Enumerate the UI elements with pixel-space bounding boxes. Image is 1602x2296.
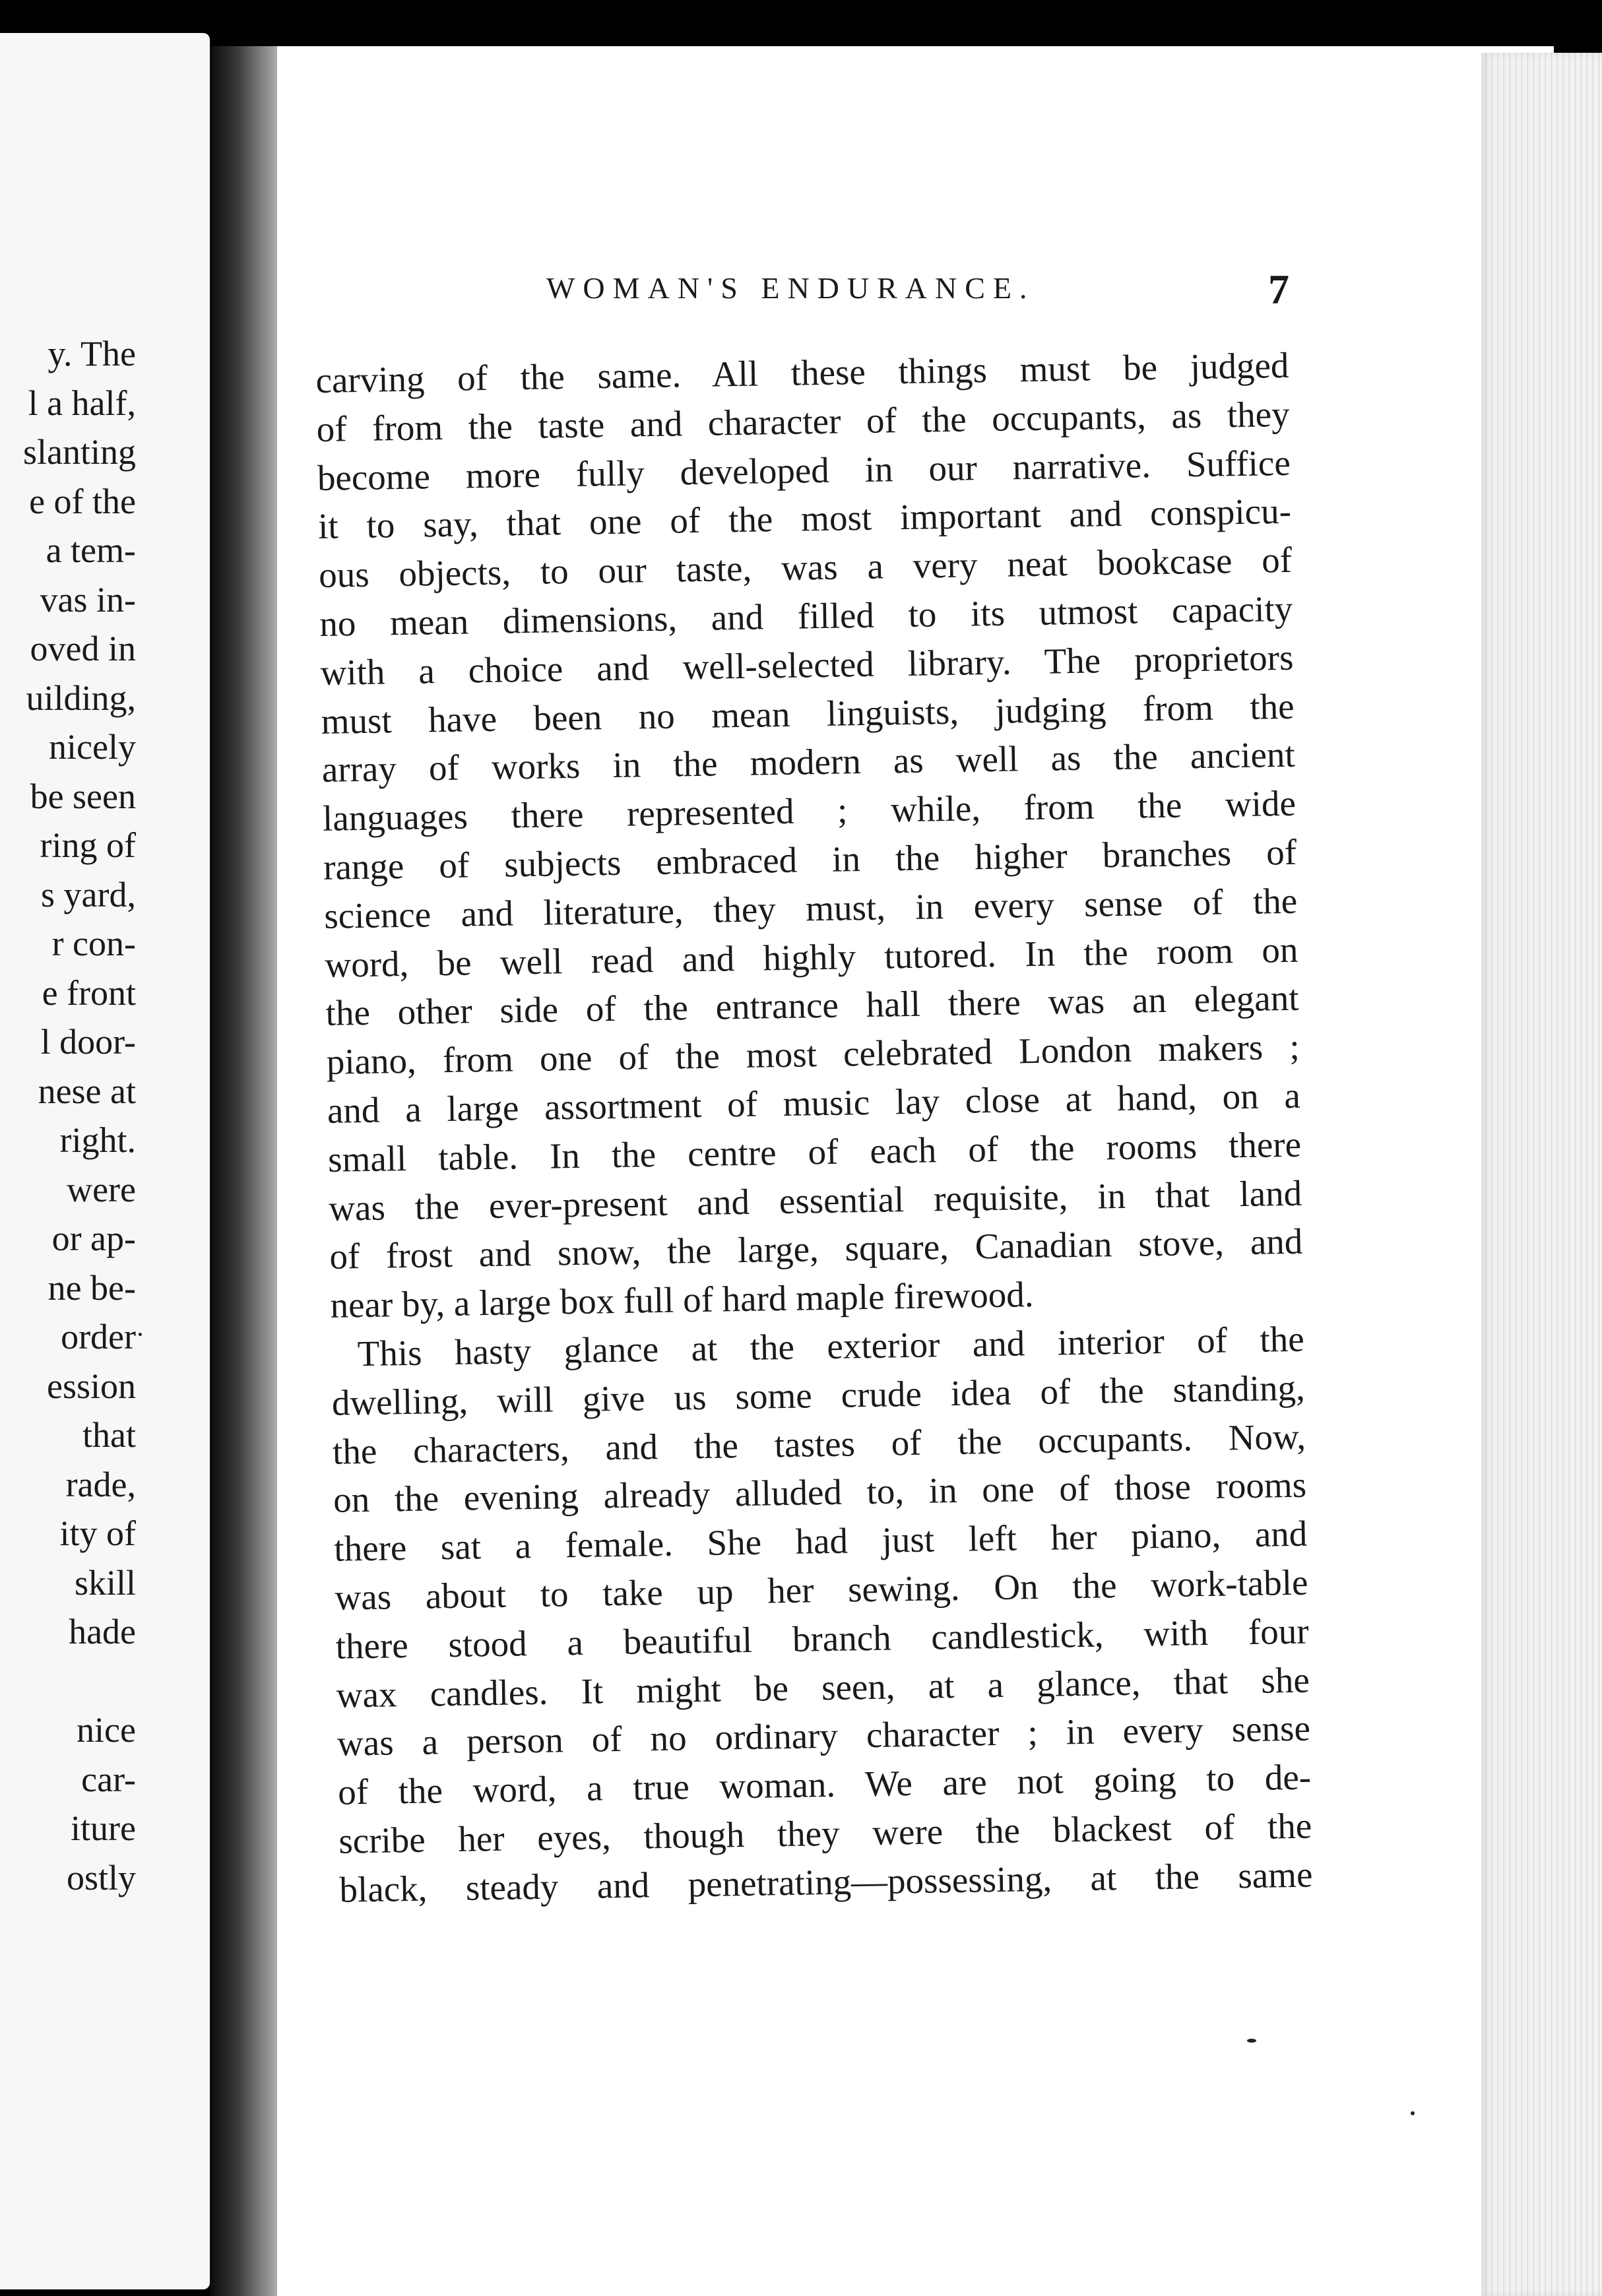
text-line: black, steady and penetrating—possessing, at the same	[339, 1854, 1313, 1910]
left-page-fragment: slanting	[23, 432, 136, 472]
text-line: dwelling, will give us some crude idea of the standing,	[331, 1367, 1306, 1423]
left-page-fragment: be seen	[30, 776, 136, 816]
text-line: was a person of no ordinary character ; in every sense	[336, 1707, 1311, 1764]
left-page-fragment: rade,	[65, 1464, 136, 1504]
text-line: ous objects, to our taste, was a very neat bookcase of	[318, 539, 1293, 596]
text-line: of the word, a true woman. We are not going to de-	[337, 1756, 1312, 1812]
text-line: range of subjects embraced in the higher branches of	[323, 831, 1297, 887]
text-line: and a large assortment of music lay close at hand, on a	[327, 1075, 1301, 1131]
left-page-fragment: uilding,	[26, 678, 136, 718]
text-line: science and literature, they must, in every sense of the	[323, 880, 1298, 936]
left-page-fragment: were	[67, 1169, 136, 1209]
previous-page	[0, 33, 210, 2289]
left-page-fragment: car-	[81, 1759, 136, 1799]
left-page-fragment: or ap-	[51, 1219, 136, 1258]
page-number: 7	[1268, 266, 1289, 313]
text-line: no mean dimensions, and filled to its utmost capacity	[319, 588, 1293, 644]
text-line: near by, a large box full of hard maple firewood.	[330, 1274, 1034, 1325]
text-line: small table. In the centre of each of the rooms there	[327, 1124, 1302, 1180]
text-line: on the evening already alluded to, in one of those rooms	[333, 1464, 1307, 1521]
running-head: WOMAN'S ENDURANCE.	[546, 271, 1035, 305]
left-page-fragment: nicely	[49, 727, 136, 767]
left-page-fragment: right.	[59, 1120, 136, 1160]
left-page-fragment: l door-	[40, 1022, 136, 1062]
left-page-fragment: ity of	[59, 1514, 136, 1553]
text-line: the characters, and the tastes of the occupants. Now,	[332, 1416, 1306, 1472]
text-line: wax candles. It might be seen, at a glance, that she	[336, 1659, 1310, 1715]
text-line: carving of the same. All these things must be judged	[315, 344, 1289, 400]
left-page-fragment: a tem-	[46, 530, 136, 570]
left-page-fragment: ring of	[40, 825, 136, 865]
text-line: of from the taste and character of the occupants, as they	[316, 393, 1291, 449]
text-line: scribe her eyes, though they were the blackest of the	[338, 1805, 1312, 1861]
text-line: must have been no mean linguists, judging from the	[321, 686, 1295, 742]
text-line: become more fully developed in our narrative. Suffice	[317, 442, 1291, 498]
body-text	[315, 341, 1313, 1914]
left-page-fragment: e of the	[29, 481, 136, 521]
left-page-fragment: y. The	[48, 334, 136, 373]
text-line: was about to take up her sewing. On the work-table	[335, 1562, 1308, 1618]
left-page-fragment: nese at	[38, 1071, 136, 1111]
text-line: This hasty glance at the exterior and interior of the	[357, 1318, 1305, 1374]
text-line: piano, from one of the most celebrated London makers ;	[326, 1026, 1300, 1083]
left-page-fragment: ostly	[66, 1857, 136, 1897]
text-line: it to say, that one of the most important and conspicu-	[317, 491, 1292, 547]
left-page-fragment: oved in	[30, 629, 136, 668]
print-speck	[1247, 2039, 1256, 2043]
text-line: word, be well read and highly tutored. In the room on	[325, 929, 1298, 985]
text-line: array of works in the modern as well as the ancient	[321, 734, 1296, 790]
print-speck	[139, 1333, 142, 1336]
text-line: with a choice and well-selected library. The proprietors	[320, 637, 1294, 693]
left-page-fragment: iture	[71, 1808, 136, 1848]
left-page-fragment: s yard,	[41, 874, 136, 914]
left-page-fragment: order	[61, 1317, 136, 1356]
print-speck	[1411, 2111, 1415, 2115]
left-page-fragment: e front	[42, 973, 136, 1013]
left-page-fragment: ne be-	[48, 1267, 136, 1308]
text-line: of frost and snow, the large, square, Canadian stove, and	[329, 1221, 1303, 1277]
text-line: the other side of the entrance hall there was an elegant	[325, 978, 1299, 1034]
text-line: was the ever-present and essential requisite, in that land	[328, 1172, 1302, 1228]
left-page-fragment: l a half,	[28, 383, 136, 423]
text-line: there stood a beautiful branch candlestick, with four	[335, 1610, 1310, 1667]
left-page-fragment: skill	[74, 1562, 136, 1603]
left-page-fragment: vas in-	[40, 579, 136, 620]
left-page-fragment: r con-	[51, 924, 136, 963]
left-page-fragment: hade	[69, 1612, 136, 1651]
text-line: there sat a female. She had just left her piano, and	[333, 1513, 1308, 1569]
left-page-fragment: nice	[77, 1710, 136, 1750]
left-page-fragment: ession	[47, 1366, 136, 1406]
page-edges	[1481, 53, 1602, 2296]
left-page-fragment: that	[82, 1415, 136, 1455]
text-line: languages there represented ; while, from the wide	[322, 782, 1297, 839]
